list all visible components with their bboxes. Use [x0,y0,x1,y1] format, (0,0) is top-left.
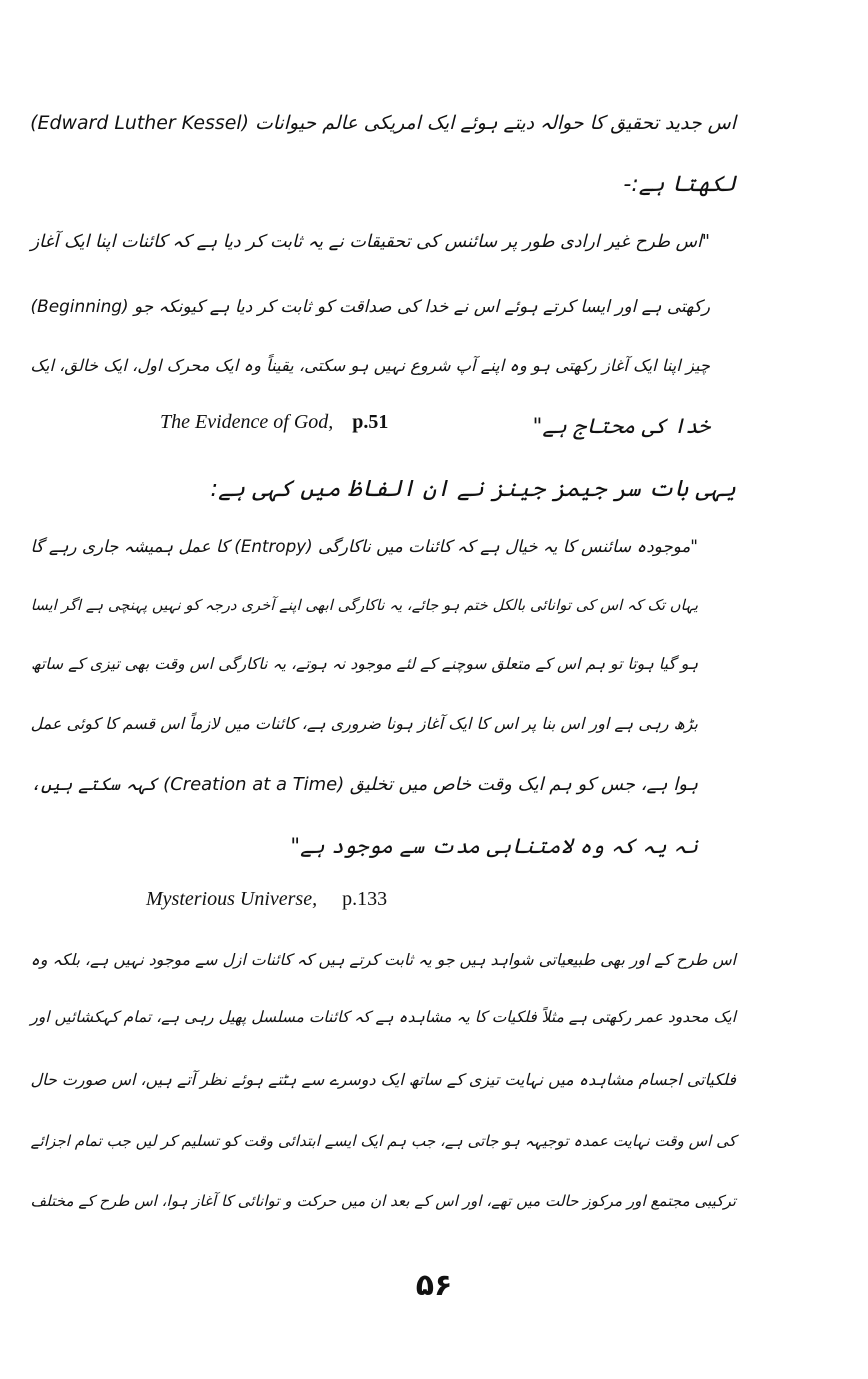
page-number: ۵۶ [415,1268,453,1303]
paragraph-line: ترکیبی مجتمع اور مرکوز حالت میں تھے، اور اس کے بعد ان میں حرکت و توانائی کا آغاز ہوا، اس طرح کے مختلف [30,1192,736,1210]
paragraph-line: فلکیاتی اجسام مشاہدہ میں نہایت تیزی کے ساتھ ایک دوسرے سے ہٹتے ہوئے نظر آتے ہیں، اس صورت حال [30,1070,736,1089]
quote-line: چیز اپنا ایک آغاز رکھتی ہو وہ اپنے آپ شروع نہیں ہو سکتی، یقیناً وہ ایک محرک اول، ایک خالق، ایک [30,356,710,375]
intro-line-2: لکھتا ہے:- [623,172,736,197]
quote-line: نہ یہ کہ وہ لامتناہی مدت سے موجود ہے" [290,834,698,858]
quote-line: ہو گیا ہوتا تو ہم اس کے متعلق سوچنے کے لئے موجود نہ ہوتے، یہ ناکارگی اس وقت بھی تیزی کے ساتھ [31,654,698,673]
quote-line: (Beginning) رکھتی ہے اور ایسا کرتے ہوئے اس نے خدا کی صداقت کو ثابت کر دیا ہے کیونکہ جو [30,296,710,316]
paragraph-line: ایک محدود عمر رکھتی ہے مثلاً فلکیات کا یہ مشاہدہ ہے کہ کائنات مسلسل پھیل رہی ہے، تمام کہکشائیں اور [30,1008,736,1026]
quote-line: یہاں تک کہ اس کی توانائی بالکل ختم ہو جائے، یہ ناکارگی ابھی اپنے آخری درجہ کو نہیں پہنچی ہے اگر ایسا [30,596,698,614]
jeans-citation [146,888,387,911]
quote-line: خدا کی محتاج ہے" [532,414,710,438]
citation-title: The Evidence of God, [160,411,334,433]
quote-line: "اس طرح غیر ارادی طور پر سائنس کی تحقیقات نے یہ ثابت کر دیا ہے کہ کائنات اپنا ایک آغاز [30,232,710,252]
jeans-intro-line: یہی بات سر جیمز جینز نے ان الفاظ میں کہی ہے: [210,476,736,502]
quote-line: "موجودہ سائنس کا یہ خیال ہے کہ کائنات میں ناکارگی (Entropy) کا عمل ہمیشہ جاری رہے گا [30,536,698,556]
kessel-citation [160,411,388,434]
paragraph-line: اس طرح کے اور بھی طبیعیاتی شواہد ہیں جو یہ ثابت کرتے ہیں کہ کائنات ازل سے موجود نہیں ہے، بلکہ وہ [30,950,736,969]
quote-line: بڑھ رہی ہے اور اس بنا پر اس کا ایک آغاز ہونا ضروری ہے، کائنات میں لازماً اس قسم کا کوئی عمل [30,714,698,733]
quote-line: ہوا ہے، جس کو ہم ایک وقت خاص میں تخلیق (Creation at a Time) کہہ سکتے ہیں، [30,774,698,795]
citation-title: Mysterious Universe, [146,888,318,910]
citation-page: p.51 [352,411,389,433]
paragraph-line: کی اس وقت نہایت عمدہ توجیہہ ہو جاتی ہے، جب ہم ایک ایسے ابتدائی وقت کو تسلیم کر لیں جب تمام اجزائے [30,1132,736,1150]
intro-line-1: اس جدید تحقیق کا حوالہ دیتے ہوئے ایک امریکی عالم حیوانات (Edward Luther Kessel) [30,112,736,134]
citation-page: p.133 [342,888,388,910]
